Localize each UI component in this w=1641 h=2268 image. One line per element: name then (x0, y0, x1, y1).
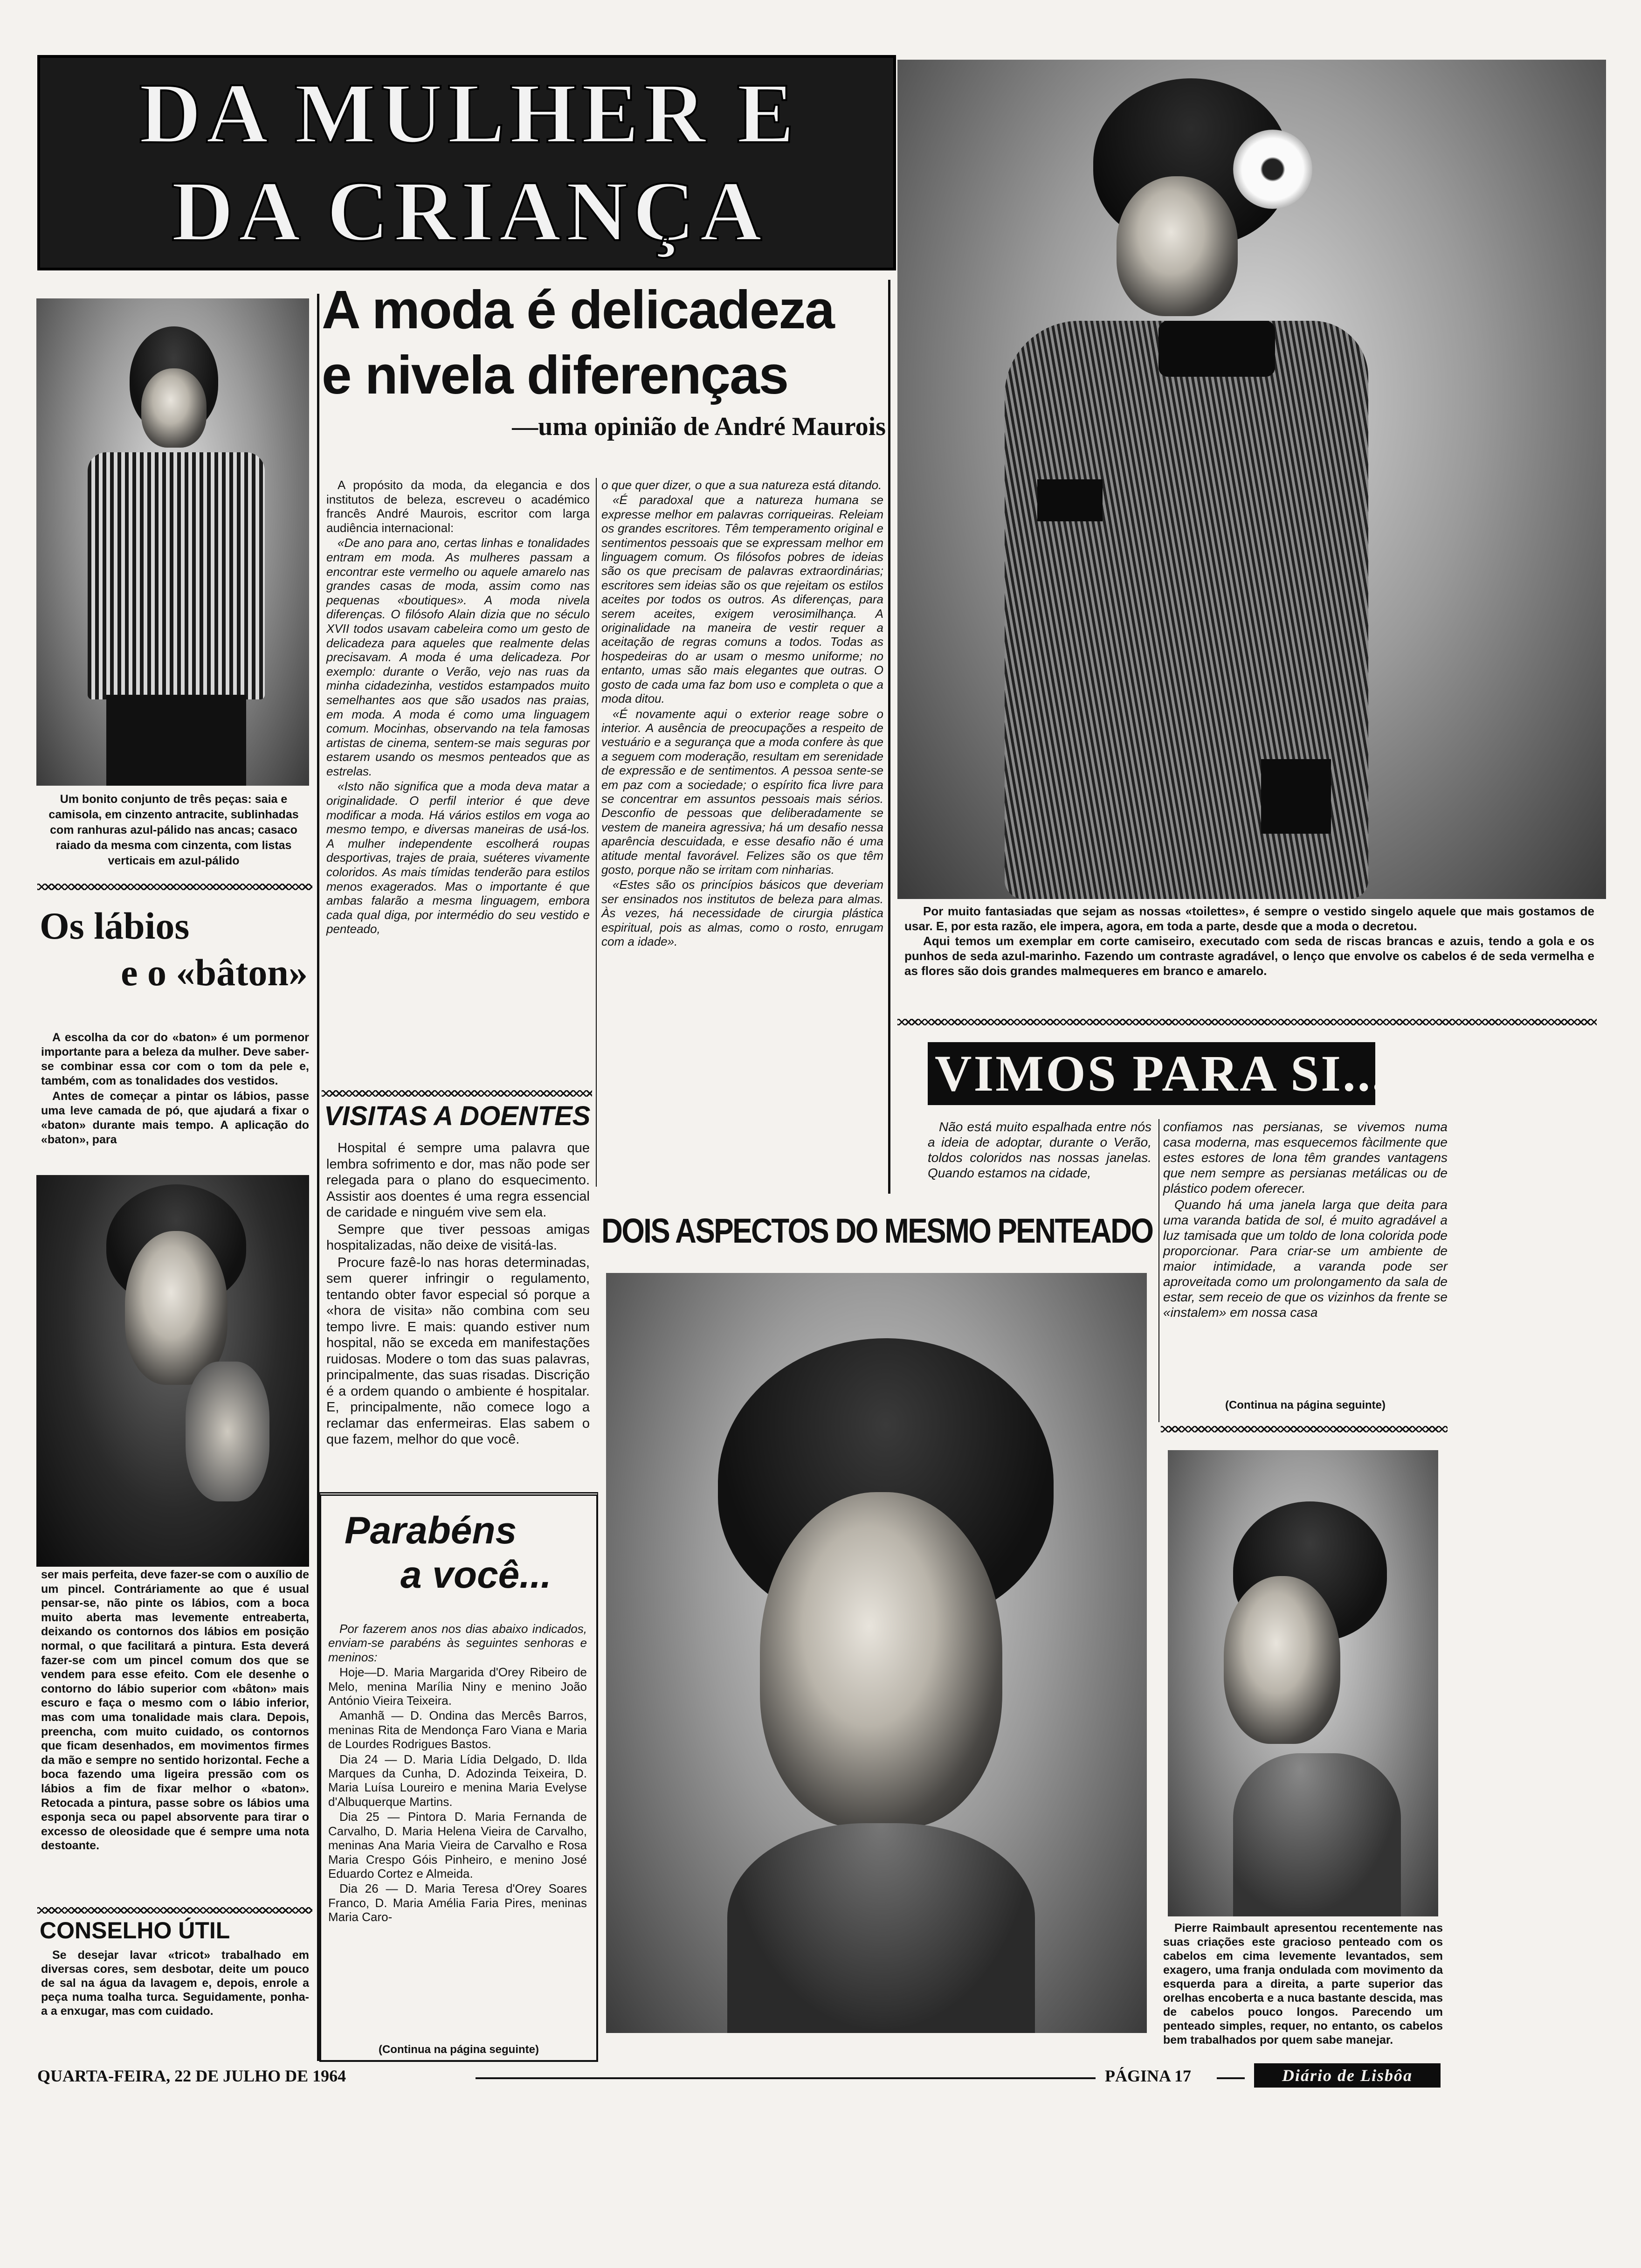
labios-text-bottom (41, 1568, 309, 1854)
section-masthead (37, 55, 896, 270)
vimos-continua: (Continua na página seguinte) (1225, 1399, 1386, 1411)
visitas-paragraph: Procure fazê-lo nas horas determinadas, sem querer infringir o regulamento, tentando obter favor especial só porque a «hora de visita» não combina com seu tempo livre. E mais: quando estiver num hospital, não se exceda em manifestações ruidosas. Modere o tom das suas palavras, principalmente, das suas risadas. Discrição é a ordem quando o ambiente é hospitalar. E, principalmente, não comece logo a reclamar das enfermeiras. Elas sabem o que fazem, melhor do que você. (326, 1255, 590, 1447)
vimos-paragraph: Quando há uma janela larga que deita para uma varanda batida de sol, é muito agradável a luz tamisada que um toldo de lona colorida pode proporcionar. Para criar-se um ambiente de maior intimidade, a varanda pode ser aproveitada como um prolongamento da sala de estar, sem receio de que os vizinhos da frente se «instalem» em nossa casa (1163, 1197, 1448, 1320)
striped-jacket (88, 452, 265, 699)
parabens-continua: (Continua na página seguinte) (378, 2043, 539, 2056)
column-rule (596, 478, 597, 1187)
masthead-line1: DA MULHER E (139, 66, 799, 161)
labios-paragraph: Antes de começar a pintar os lábios, passe uma leve camada de pó, que ajudará a fixar o «baton» durante mais tempo. A aplicação do «baton», para (41, 1090, 309, 1146)
parabens-paragraph: Hoje—D. Maria Margarida d'Orey Ribeiro de Melo, menina Marília Niny e menino João António Vieira Teixeira. (328, 1665, 587, 1708)
caption-paragraph: Aqui temos um exemplar em corte camiseiro, executado com seda de riscas brancas e azuis, tendo a gola e os punhos de seda azul-marinho. Fazendo um contraste agradável, o lenço que envolve os cabelos é de seda vermelha e as flores são dois grandes malmequeres em branco e amarelo. (904, 934, 1594, 978)
footer-paper-name: Diário de Lisbôa (1282, 2066, 1413, 2085)
lead-column-2 (601, 478, 883, 949)
parabens-paragraph: Dia 24 — D. Maria Lídia Delgado, D. Ilda Marques da Cunha, D. Adozinda Teixeira, D. Maria Luísa Loureiro e menina Maria Evelyse d'Albuquerque Martins. (328, 1752, 587, 1809)
labios-paragraph: ser mais perfeita, deve fazer-se com o auxílio de um pincel. Contráriamente ao que é usual pensar-se, não pinte os lábios, com a boca muito aberta mas levemente entreaberta, deixando os contornos dos lábios em posição normal, o que facilitará a pintura. Esta deverá fazer-se com um pincel comum dos que se vendem para esse efeito. Com ele desenhe o contorno do lábio superior com «bâton» mais escuro e faça o mesmo com o lábio inferior, mas com uma tonalidade mais clara. Depois, preencha, com muito cuidado, os contornos que ficam desenhados, em movimentos firmes da mão e sempre no sentido horizontal. Feche a boca fazendo uma ligeira pressão com os lábios a fim de fixar melhor o «baton». Retocada a pintura, passe sobre os lábios uma esponja seca ou papel absorvente para tirar o excesso de oleosidade que é sempre uma nota destoante. (41, 1568, 309, 1853)
model-face (1117, 176, 1238, 316)
divider-zigzag (897, 1019, 1597, 1025)
vimos-paragraph: confiamos nas persianas, se vivemos numa casa moderna, mas esquecemos fàcilmente que estes estores de lona têm grandes vantagens que nem sempre as persianas metálicas ou de plástico podem oferecer. (1163, 1120, 1448, 1196)
divider-zigzag (37, 1907, 312, 1914)
labios-paragraph: A escolha da cor do «baton» é um pormenor importante para a beleza da mulher. Deve saber-se combinar essa cor com o tom da pele e, também, com as tonalidades dos vestidos. (41, 1031, 309, 1087)
model-face (1224, 1576, 1340, 1744)
masthead-line2: DA CRIANÇA (171, 164, 767, 259)
visitas-paragraph: Sempre que tiver pessoas amigas hospitalizadas, não deixe de visitá-las. (326, 1222, 590, 1253)
flower (1233, 130, 1312, 209)
lead-paragraph: «De ano para ano, certas linhas e tonalidades entram em moda. As mulheres passam a encontrar este vermelho ou aquele amarelo nas grandes casas de moda, assim como nas pequenas «boutiques». A moda nivela diferenças. O filósofo Alain dizia que no século XVII todos usavam cabeleira como um gesto de delicadeza para aqueles que realmente delas precisavam. A moda é uma delicadeza. Por exemplo: durante o Verão, vejo nas ruas da minha cidadezinha, vestidos estampados muito semelhantes aos que são usados nas praias, em moda. A moda é como uma linguagem comum. Mocinhas, observando na tela famosas artistas de cinema, sentem-se mais seguras por estarem usando os mesmos penteados que as estrelas. (326, 536, 590, 778)
dois-caption: Pierre Raimbault apresentou recentemente nas suas criações este gracioso penteado com os cabelos em cima levemente levantados, sem exagero, uma franja ondulada com movimento da esquerda para a direita, a parte superior das orelhas encoberta e a nuca bastante descida, mas de cabelos pouco longos. Parecendo um penteado simples, requer, no entanto, os cabelos bem trabalhados por quem sabe manejar. (1163, 1922, 1443, 2047)
parabens-paragraph: Dia 25 — Pintora D. Maria Fernanda de Carvalho, D. Maria Helena Vieira de Carvalho, meninas Ana Maria Vieira de Carvalho e Rosa Maria Crespo Góis Pinheiro, e menino José Eduardo Cortez e Almeida. (328, 1810, 587, 1881)
parabens-box (319, 1492, 598, 2062)
model-face (141, 368, 207, 448)
labios-text-top (41, 1030, 309, 1148)
divider-zigzag (1161, 1426, 1448, 1432)
photo-shirt-dress (897, 60, 1606, 899)
model-collar (727, 1823, 1035, 2033)
lead-paragraph: «É paradoxal que a natureza humana se expresse melhor em palavras corriqueiras. Releiam os grandes escritores. Têm temperamento original e sentimentos pessoais que se expressam melhor em linguagem comum. Os filósofos pobres de ideias são os que precisam de palavras extraordinárias; escritores sem ideias são os que rejeitam os estilos aceites por todos os outros. As diferenças, para serem aceites, exigem verosimilhança. A originalidade na maneira de vestir requer a aceitação de regras comuns a todos. Todas as hospedeiras do ar usam o mesmo uniforme; no entanto, umas são mais elegantes que outras. O gosto de cada uma faz bom uso e completa o que a moda ditou. (601, 493, 883, 706)
parabens-paragraph: Amanhã — D. Ondina das Mercês Barros, meninas Rita de Mendonça Faro Viana e Maria de Lourdes Rodrigues Bastos. (328, 1708, 587, 1751)
divider-zigzag (322, 1090, 592, 1097)
lead-paragraph: A propósito da moda, da elegancia e dos institutos de beleza, escreveu o académico francês André Maurois, escritor com larga audiência internacional: (326, 478, 590, 535)
vimos-title: VIMOS PARA SI... (935, 1045, 1387, 1102)
footer-rule (1217, 2077, 1245, 2079)
dois-title: DOIS ASPECTOS DO MESMO PENTEADO (601, 1211, 1153, 1250)
top-photo-caption (904, 904, 1594, 978)
parabens-title-line1: Parabéns (345, 1509, 517, 1552)
dark-cuff (1037, 479, 1103, 521)
vimos-banner (928, 1042, 1387, 1105)
conselho-text (41, 1948, 309, 2019)
photo-hairstyle-front (606, 1273, 1147, 2033)
parabens-paragraph: Dia 26 — D. Maria Teresa d'Orey Soares Franco, D. Maria Amélia Faria Pires, meninas Maria Caro- (328, 1881, 587, 1924)
footer-date: QUARTA-FEIRA, 22 DE JULHO DE 1964 (37, 2067, 346, 2085)
labios-title-line1: Os lábios (40, 905, 190, 947)
dark-cuff (1261, 759, 1331, 834)
labios-title-line2: e o «bâton» (121, 951, 308, 994)
lead-paragraph: o que quer dizer, o que a sua natureza está ditando. (601, 478, 882, 492)
dark-skirt (106, 695, 246, 786)
parabens-title-line2: a você... (400, 1554, 552, 1596)
conselho-title: CONSELHO ÚTIL (40, 1917, 230, 1943)
photo-hairstyle-profile (1168, 1450, 1438, 1916)
lead-paragraph: «É novamente aqui o exterior reage sobre o interior. A ausência de preocupações a respeito de vestuário e a segurança que a moda confere às que a seguem com moderação, resultam em serenidade de expressão e de sentimentos. A pessoa sente-se em paz com a sociedade; o espírito fica livre para se concentrar em assuntos pessoais mais sérios. Desconfio de pessoas que deliberadamente se vestem de maneira agressiva; há um desafio nessa aparência descuidada, e esse desafio não é uma atitude mental favorável. Felizes são os que têm gosto, porque não se irritam com ninharias. (601, 706, 883, 877)
lead-headline-line1: A moda é delicadeza (322, 279, 834, 340)
lead-column-1 (326, 478, 590, 937)
model-face (125, 1231, 228, 1385)
lead-byline: —uma opinião de André Maurois (512, 412, 886, 441)
visitas-title: VISITAS A DOENTES (324, 1101, 591, 1131)
divider-zigzag (37, 884, 312, 890)
parabens-paragraph: Por fazerem anos nos dias abaixo indicados, enviam-se parabéns às seguintes senhoras e meninos: (328, 1622, 587, 1664)
model-face (760, 1492, 1002, 1828)
hand-brush (186, 1362, 269, 1501)
conselho-paragraph: Se desejar lavar «tricot» trabalhado em diversas cores, sem desbotar, deite um pouco de sal na água da lavagem e, depois, enrole a peça numa toalha turca. Seguidamente, ponha-a a enxugar, mas com cuidado. (41, 1949, 309, 2018)
footer-rule (476, 2077, 1096, 2079)
photo-striped-jacket (36, 298, 309, 786)
caption-paragraph: Por muito fantasiadas que sejam as nossas «toilettes», é sempre o vestido singelo aquele que mais gostamos de usar. E, por esta razão, ele impera, agora, em toda a parte, desde que a moda o decretou. (904, 904, 1594, 933)
vimos-right-text (1163, 1119, 1448, 1321)
photo1-caption: Um bonito conjunto de três peças: saia e camisola, em cinzento antracite, sublinhadas com ranhuras azul-pálido nas ancas; casaco raiado da mesma com cinzenta, com listas verticais em azul-pálido (48, 793, 299, 867)
lead-paragraph: «Isto não significa que a moda deva matar a originalidade. O perfil interior é que deve modificar a moda. Há vários estilos em voga ao mesmo tempo, e diversas maneiras de usá-los. A mulher independente escolherá roupas desportivas, trajes de praia, suéteres vivamente coloridos. As mais tímidas tenderão para estilos menos exagerados. Mas o importante é que ambas falarão a mesma linguagem, embora cada qual diga, por intermédio do seu vestido e penteado, (326, 779, 590, 936)
model-shoulder (1233, 1753, 1401, 1916)
vertical-rule (888, 280, 890, 1194)
parabens-text (328, 1622, 587, 1925)
lead-headline-line2: e nivela diferenças (322, 345, 788, 405)
vimos-left-text (928, 1119, 1151, 1182)
visitas-text (326, 1140, 590, 1449)
visitas-paragraph: Hospital é sempre uma palavra que lembra sofrimento e dor, mas não pode ser relegada para o plano do esquecimento. Assistir aos doentes é uma regra essencial de caridade e ninguém vive sem ela. (326, 1141, 590, 1220)
photo-lipstick (36, 1175, 309, 1567)
column-rule (1158, 1119, 1159, 1422)
vimos-paragraph: Não está muito espalhada entre nós a ideia de adoptar, durante o Verão, toldos coloridos nas nossas janelas. Quando estamos na cidade, (928, 1120, 1151, 1180)
lead-paragraph: «Estes são os princípios básicos que deveriam ser ensinados nos institutos de beleza para almas. Às vezes, há necessidade de cirurgia plástica espiritual, pois as almas, como o rosto, enrugam com a idade». (601, 878, 883, 948)
footer-page: PÁGINA 17 (1105, 2067, 1192, 2085)
footer-paper-name-box (1254, 2063, 1441, 2088)
dark-collar (1158, 321, 1275, 377)
